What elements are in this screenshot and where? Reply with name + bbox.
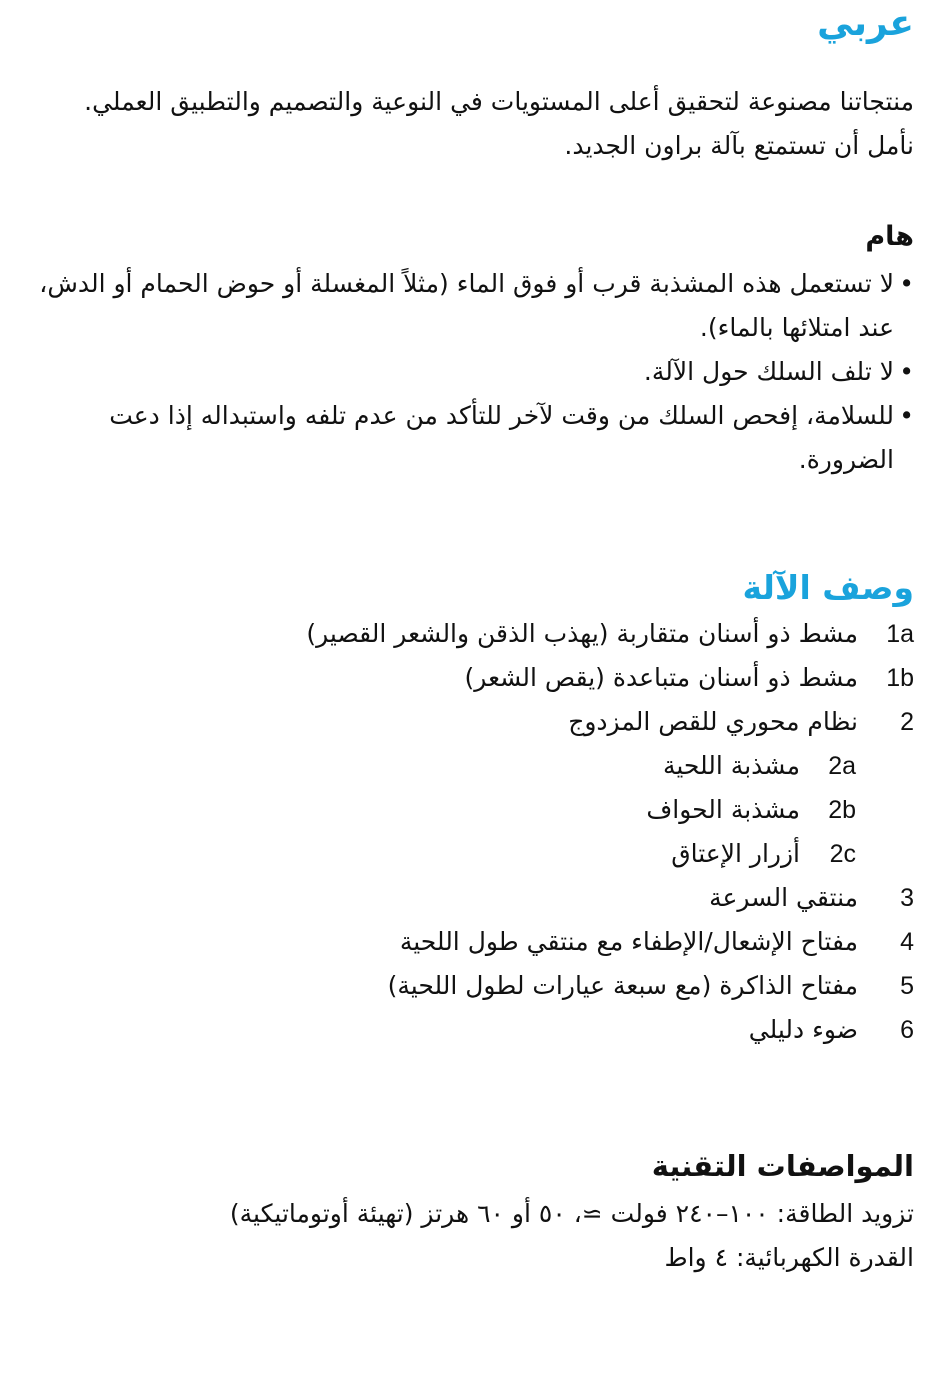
part-item-2b [306,788,914,832]
part-label: نظام محوري للقص المزدوج [568,707,858,736]
part-item-1b [306,656,914,700]
warning-text: لا تلف السلك حول الآلة. [643,357,894,386]
part-number: 4 [900,928,914,956]
part-number: 5 [900,972,914,1000]
specs-heading: المواصفات التقنية [651,1149,914,1183]
part-number: 2 [900,708,914,736]
part-number: 2a [828,752,856,780]
part-number: 1b [886,664,914,692]
intro-text [40,80,914,168]
part-label: ضوء دليلي [748,1015,858,1044]
warnings-list [24,262,914,482]
part-label: مشذبة الحواف [646,795,800,824]
part-item-1a [306,612,914,656]
warning-item [24,394,914,482]
part-item-3 [306,876,914,920]
part-number: 2c [829,840,856,868]
part-label: مشط ذو أسنان متباعدة (يقص الشعر) [464,663,858,692]
bullet-icon: • [899,269,914,298]
important-heading: هام [865,221,914,252]
language-heading: عربي [817,3,914,44]
part-number: 2b [828,796,856,824]
part-label: مشذبة اللحية [662,751,800,780]
specs-block [230,1192,914,1280]
part-label: أزرار الإعتاق [671,839,800,868]
part-label: منتقي السرعة [709,883,858,912]
intro-line-1: منتجاتنا مصنوعة لتحقيق أعلى المستويات في النوعية والتصميم والتطبيق العملي. [84,87,914,116]
parts-list [306,612,914,1052]
warning-text: للسلامة، إفحص السلك من وقت لآخر للتأكد من عدم تلفه واستبداله إذا دعت الضرورة. [109,401,894,474]
part-number: 1a [886,620,914,648]
intro-line-2: نأمل أن تستمتع بآلة براون الجديد. [564,131,914,160]
part-item-4 [306,920,914,964]
part-item-2a [306,744,914,788]
bullet-icon: • [899,401,914,430]
warning-item [24,262,914,350]
warning-text: لا تستعمل هذه المشذبة قرب أو فوق الماء (مثلاً المغسلة أو حوض الحمام أو الدش، عند امتلائها بالماء). [39,269,894,342]
power-supply-spec: تزويد الطاقة: ١٠٠–٢٤٠ فولت ≃، ٥٠ أو ٦٠ هرتز (تهيئة أوتوماتيكية) [229,1199,914,1228]
part-number: 6 [900,1016,914,1044]
part-item-2c [306,832,914,876]
part-item-5 [306,964,914,1008]
part-item-2 [306,700,914,744]
part-label: مشط ذو أسنان متقاربة (يهذب الذقن والشعر القصير) [306,619,858,648]
bullet-icon: • [899,357,914,386]
part-label: مفتاح الإشعال/الإطفاء مع منتقي طول اللحية [399,927,858,956]
power-consumption-spec: القدرة الكهربائية: ٤ واط [664,1243,914,1272]
part-item-6 [306,1008,914,1052]
warning-item [24,350,914,394]
part-number: 3 [900,884,914,912]
description-heading: وصف الآلة [742,568,914,607]
part-label: مفتاح الذاكرة (مع سبعة عيارات لطول اللحية) [387,971,858,1000]
